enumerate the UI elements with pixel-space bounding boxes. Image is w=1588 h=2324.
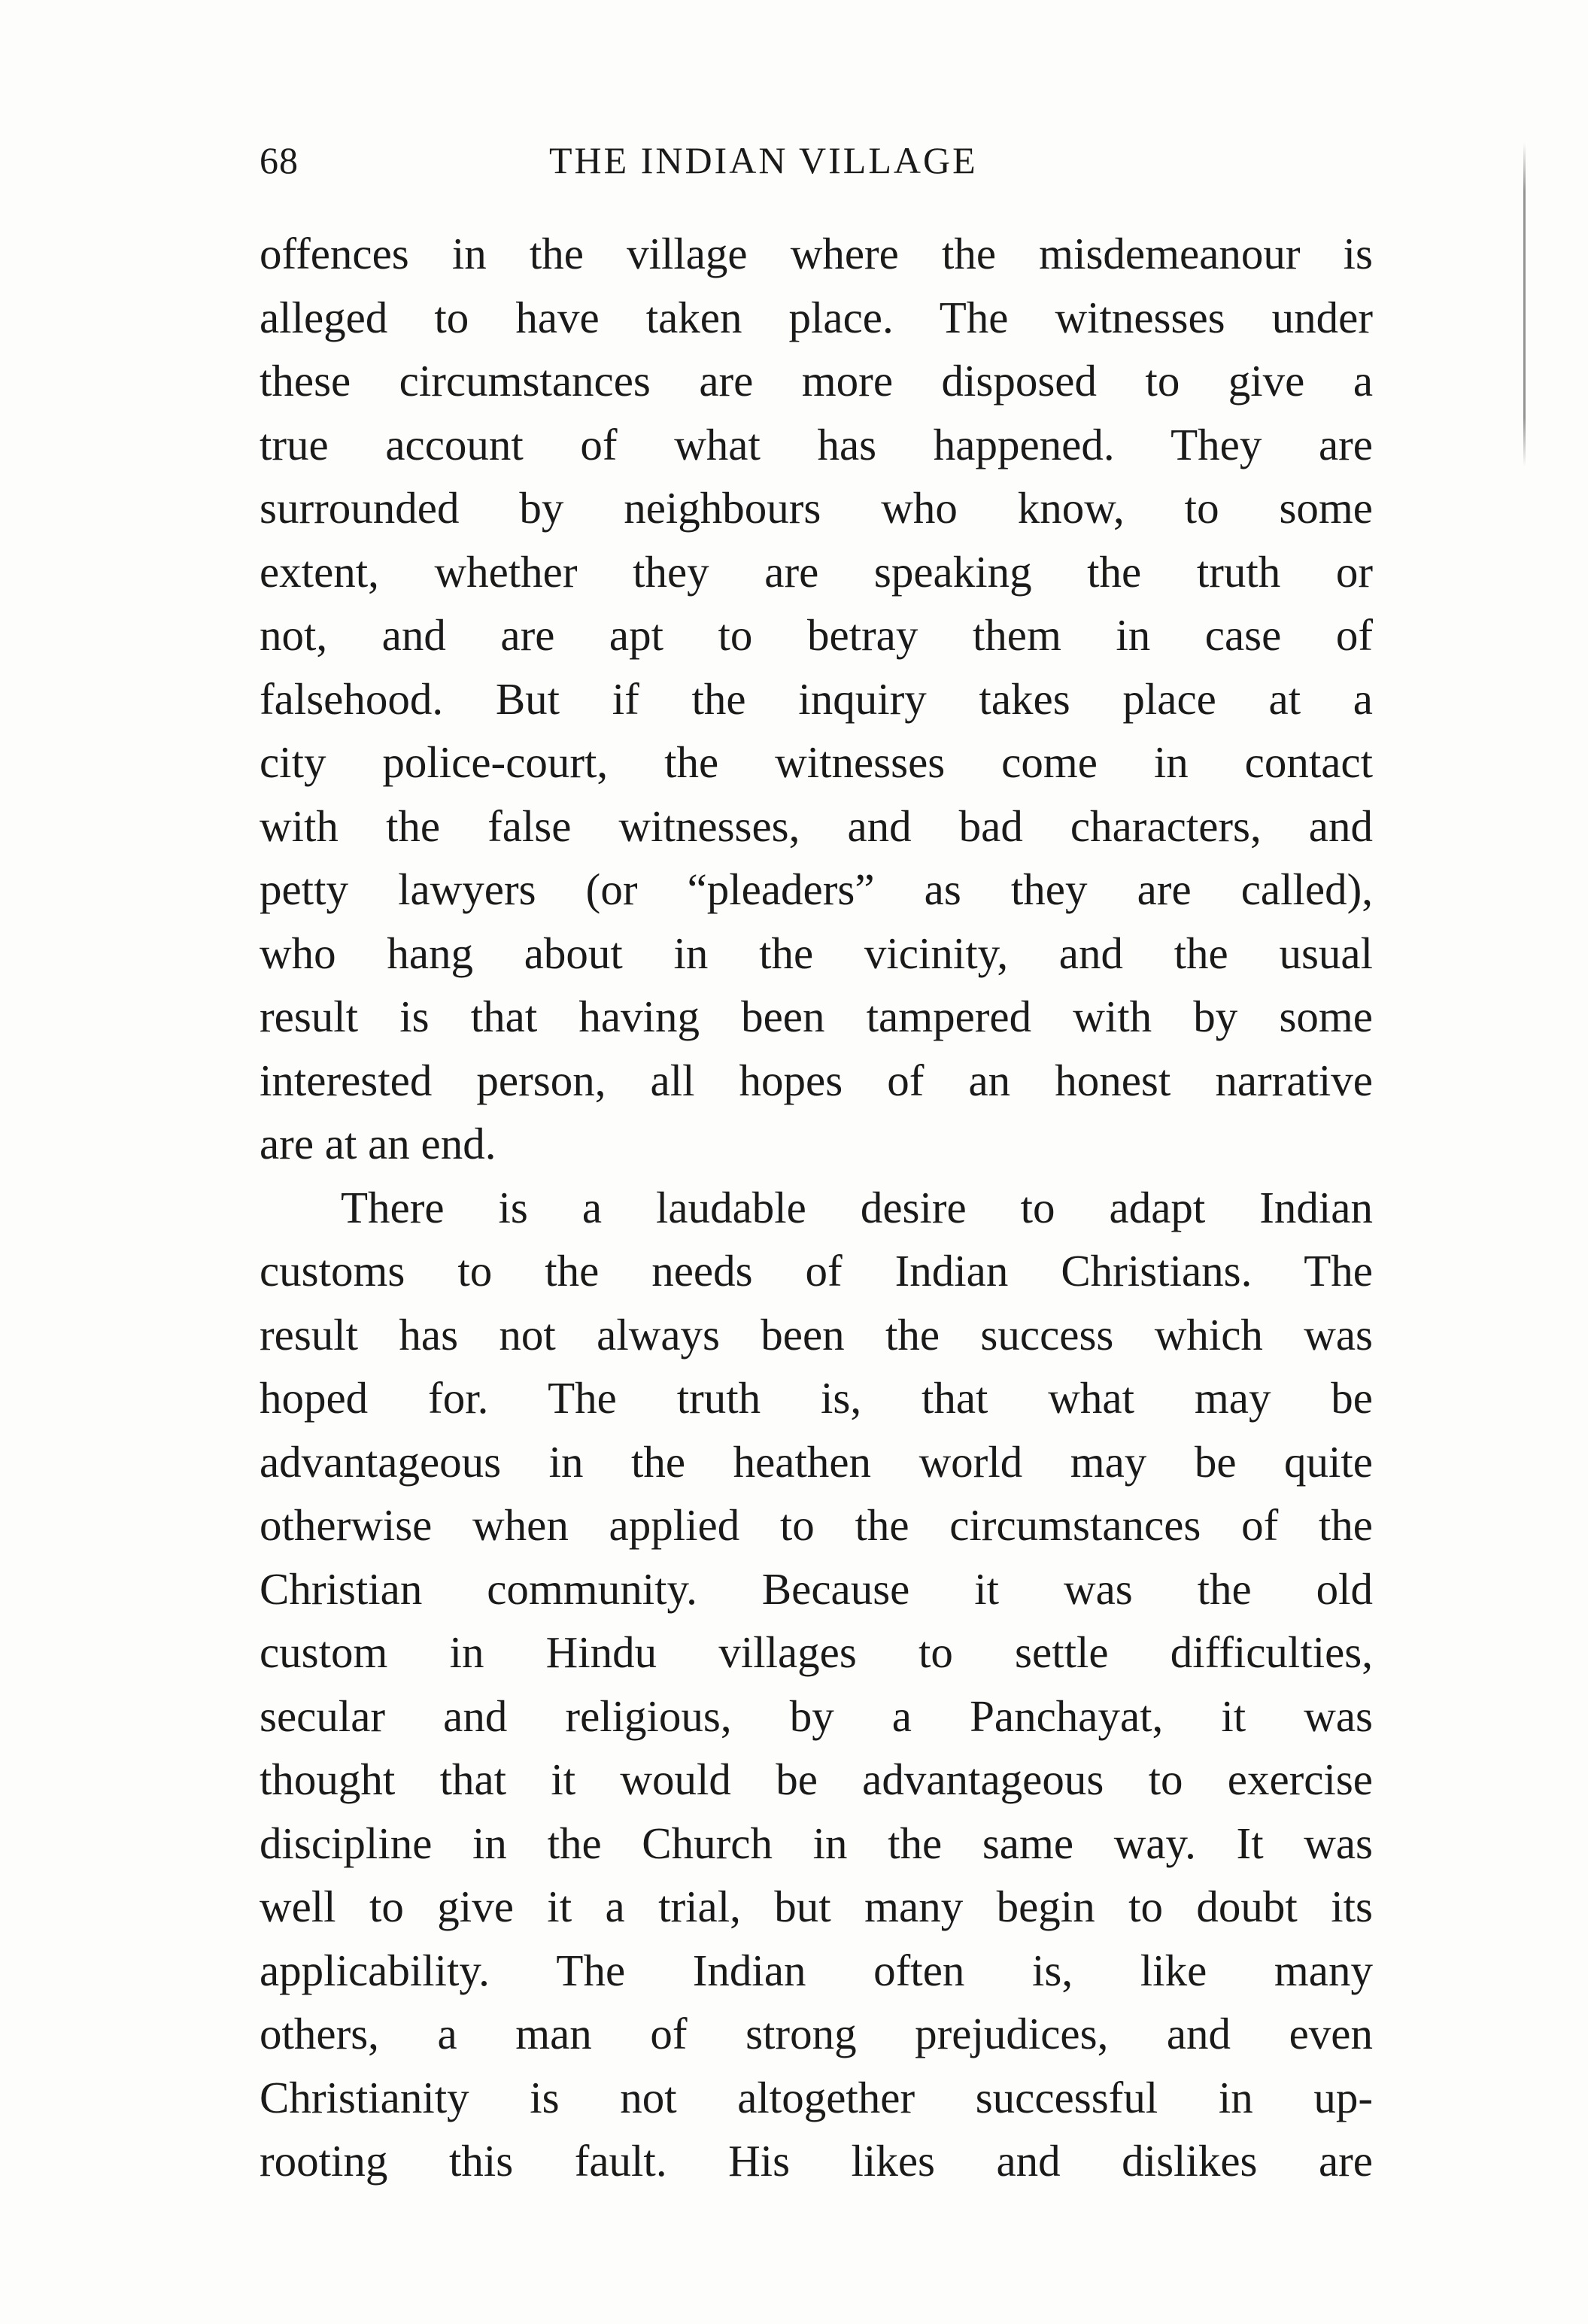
text-line: There is a laudable desire to adapt Indian	[341, 1182, 1373, 1232]
text-line: with the false witnesses, and bad characters, and	[260, 800, 1373, 851]
body-text	[260, 222, 1373, 2193]
text-line: petty lawyers (or “pleaders” as they are called),	[260, 864, 1373, 914]
text-line: interested person, all hopes of an honest narrative	[260, 1055, 1373, 1105]
text-line: surrounded by neighbours who know, to some	[260, 483, 1373, 533]
text-line: are at an end.	[260, 1119, 496, 1168]
text-line: result is that having been tampered with by some	[260, 992, 1373, 1041]
text-line: otherwise when applied to the circumstances of the	[260, 1500, 1373, 1550]
page-number: 68	[260, 139, 299, 181]
paragraph-1	[260, 222, 1373, 1176]
text-line: true account of what has happened. They are	[260, 419, 1373, 469]
paragraph-2	[260, 1176, 1373, 2193]
text-line: hoped for. The truth is, that what may be	[260, 1373, 1373, 1423]
text-line: applicability. The Indian often is, like many	[260, 1945, 1373, 1995]
text-line: customs to the needs of Indian Christians. The	[260, 1246, 1373, 1296]
text-line: discipline in the Church in the same way. It was	[260, 1818, 1373, 1868]
text-line: rooting this fault. His likes and dislikes are	[260, 2136, 1373, 2186]
running-head	[260, 134, 1373, 187]
text-line: falsehood. But if the inquiry takes place at a	[260, 673, 1373, 724]
text-line: well to give it a trial, but many begin to doubt its	[260, 1882, 1373, 1931]
text-line: others, a man of strong prejudices, and even	[260, 2009, 1373, 2058]
text-line: offences in the village where the misdemeanour is	[260, 229, 1373, 278]
text-line: alleged to have taken place. The witnesses under	[260, 292, 1373, 342]
text-line: thought that it would be advantageous to exercise	[260, 1754, 1373, 1804]
text-line: city police-court, the witnesses come in contact	[260, 737, 1373, 787]
text-line: extent, whether they are speaking the truth or	[260, 546, 1373, 597]
running-title: THE INDIAN VILLAGE	[549, 139, 978, 181]
text-line: who hang about in the vicinity, and the usual	[260, 928, 1373, 978]
text-line: custom in Hindu villages to settle difficulties,	[260, 1627, 1373, 1677]
text-line: Christian community. Because it was the old	[260, 1563, 1373, 1614]
text-line: these circumstances are more disposed to give a	[260, 356, 1373, 406]
text-line: advantageous in the heathen world may be quite	[260, 1436, 1373, 1487]
text-line: not, and are apt to betray them in case of	[260, 610, 1373, 660]
margin-edge-line	[1523, 143, 1526, 466]
text-line: result has not always been the success which was	[260, 1309, 1373, 1359]
text-line: secular and religious, by a Panchayat, it was	[260, 1691, 1373, 1741]
text-line: Christianity is not altogether successful in up-	[260, 2072, 1373, 2122]
